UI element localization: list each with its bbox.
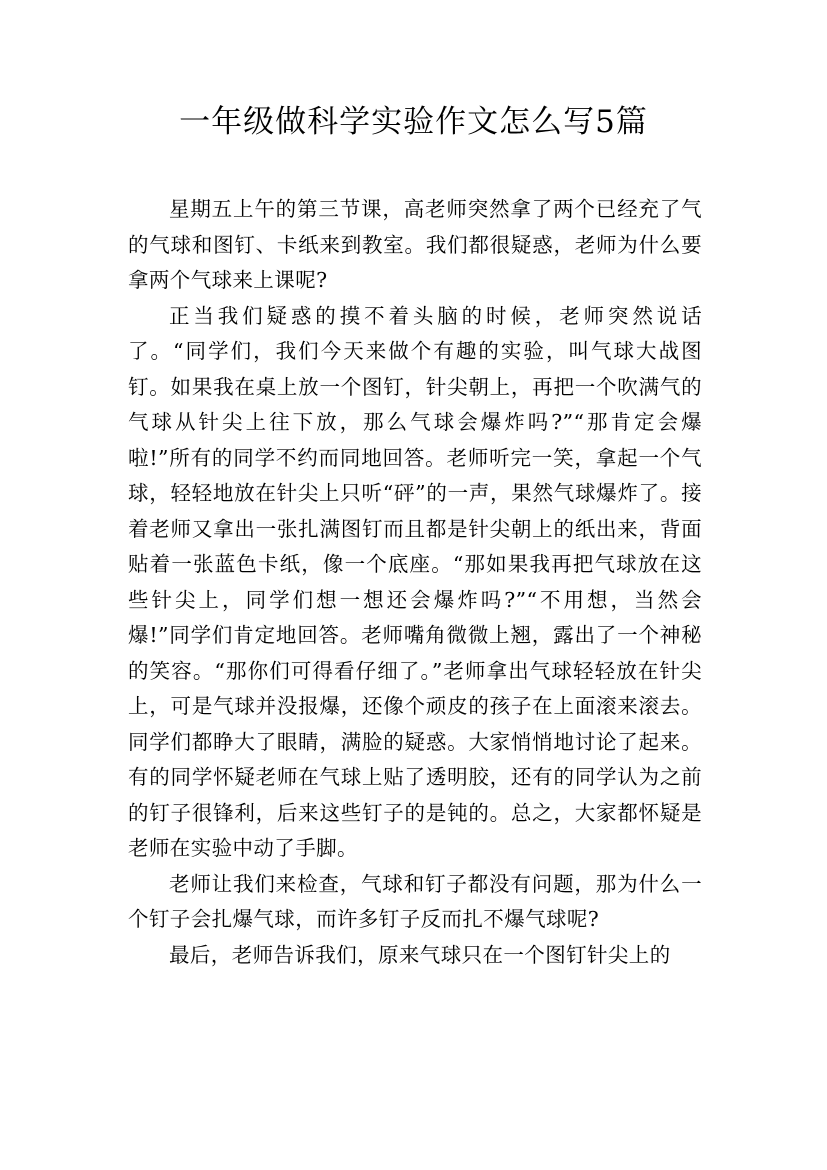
paragraph-1: 星期五上午的第三节课，高老师突然拿了两个已经充了气的气球和图钉、卡纸来到教室。我们都很疑惑，老师为什么要拿两个气球来上课呢? [128,197,702,292]
paragraph-2: 正当我们疑惑的摸不着头脑的时候，老师突然说话了。“同学们，我们今天来做个有趣的实验，叫气球大战图钉。如果我在桌上放一个图钉，针尖朝上，再把一个吹满气的气球从针尖上往下放，那么气球会爆炸吗?”“那肯定会爆啦!”所有的同学不约而同地回答。老师听完一笑，拿起一个气球，轻轻地放在针尖上只听“砰”的一声，果然气球爆炸了。接着老师又拿出一张扎满图钉而且都是针尖朝上的纸出来，背面贴着一张蓝色卡纸，像一个底座。“那如果我再把气球放在这些针尖上，同学们想一想还会爆炸吗?”“不用想，当然会爆!”同学们肯定地回答。老师嘴角微微上翘，露出了一个神秘的笑容。“那你们可得看仔细了。”老师拿出气球轻轻放在针尖上，可是气球并没报爆，还像个顽皮的孩子在上面滚来滚去。同学们都睁大了眼睛，满脸的疑惑。大家悄悄地讨论了起来。有的同学怀疑老师在气球上贴了透明胶，还有的同学认为之前的钉子很锋利，后来这些钉子的是钝的。总之，大家都怀疑是老师在实验中动了手脚。 [128,303,702,860]
paragraph-4: 最后，老师告诉我们，原来气球只在一个图钉针尖上的 [169,942,671,967]
paragraph-3: 老师让我们来检查，气球和钉子都没有问题，那为什么一个钉子会扎爆气球，而许多钉子反而扎不爆气球呢? [128,871,702,931]
document-body [128,192,702,973]
document-title: 一年级做科学实验作文怎么写5篇 [179,104,648,140]
